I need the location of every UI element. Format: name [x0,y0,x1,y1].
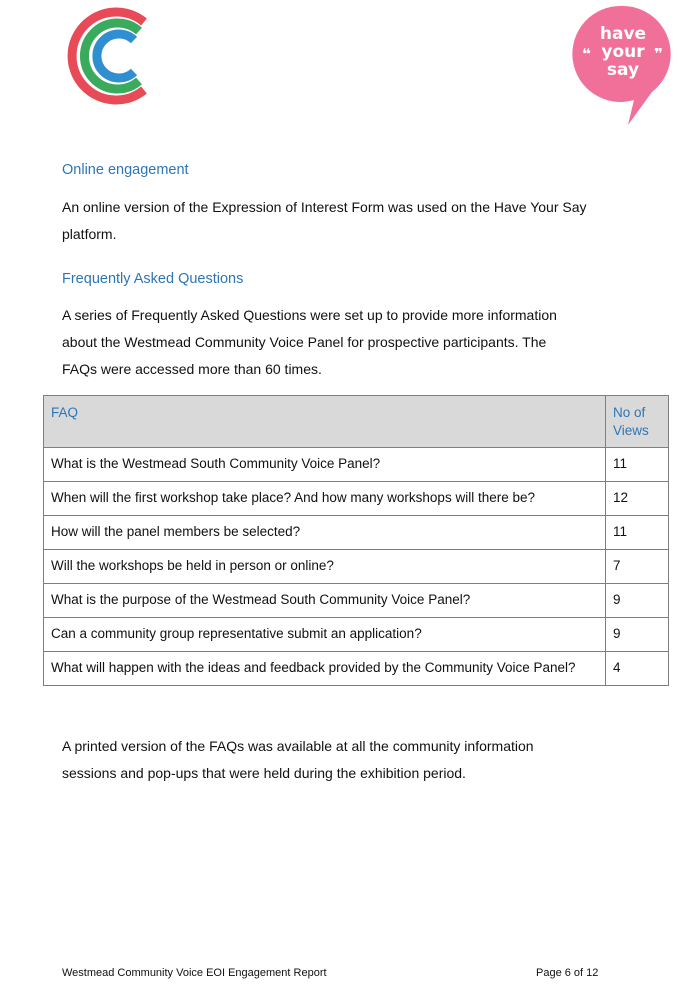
faq-question: How will the panel members be selected? [44,516,606,550]
close-quote-icon: ❞ [654,45,663,63]
faq-views: 7 [606,550,669,584]
faq-views: 9 [606,584,669,618]
footer-page-number: Page 6 of 12 [536,967,599,979]
faq-views: 11 [606,516,669,550]
faq-line-2: about the Westmead Community Voice Panel for prospective participants. The [62,334,547,350]
faq-line-1: A series of Frequently Asked Questions were set up to provide more information [62,307,557,323]
online-engagement-heading: Online engagement [62,162,189,178]
faq-views: 9 [606,618,669,652]
online-line-2: platform. [62,226,117,242]
faq-views: 11 [606,448,669,482]
table-header-row [44,396,669,448]
header-faq: FAQ [44,396,606,448]
table-row [44,584,669,618]
faq-views: 12 [606,482,669,516]
faq-question: Can a community group representative submit an application? [44,618,606,652]
open-quote-icon: ❝ [582,45,591,63]
faq-question: Will the workshops be held in person or online? [44,550,606,584]
table-row [44,550,669,584]
table-row [44,516,669,550]
table-row [44,448,669,482]
faq-views: 4 [606,652,669,686]
faq-line-3: FAQs were accessed more than 60 times. [62,361,322,377]
have-your-say-line3: say [606,60,640,80]
table-row [44,652,669,686]
have-your-say-bubble-logo-icon [572,4,672,128]
have-your-say-line1: have [599,24,647,44]
closing-line-1: A printed version of the FAQs was available at all the community information [62,738,534,754]
faq-question: When will the first workshop take place? And how many workshops will there be? [44,482,606,516]
faq-question: What is the Westmead South Community Voice Panel? [44,448,606,482]
header-views: No of Views [606,396,669,448]
table-row [44,618,669,652]
online-engagement-paragraph [62,194,642,248]
footer-report-title: Westmead Community Voice EOI Engagement Report [62,967,327,979]
faq-question: What will happen with the ideas and feedback provided by the Community Voice Panel? [44,652,606,686]
faq-paragraph [62,302,642,383]
closing-line-2: sessions and pop-ups that were held during the exhibition period. [62,765,466,781]
table-row [44,482,669,516]
online-line-1: An online version of the Expression of Interest Form was used on the Have Your Say [62,199,587,215]
have-your-say-line2: your [601,42,645,62]
faq-views-table [43,395,669,686]
faq-question: What is the purpose of the Westmead South Community Voice Panel? [44,584,606,618]
faq-heading: Frequently Asked Questions [62,271,244,287]
community-c-logo-icon [62,6,162,106]
closing-paragraph [62,733,642,787]
